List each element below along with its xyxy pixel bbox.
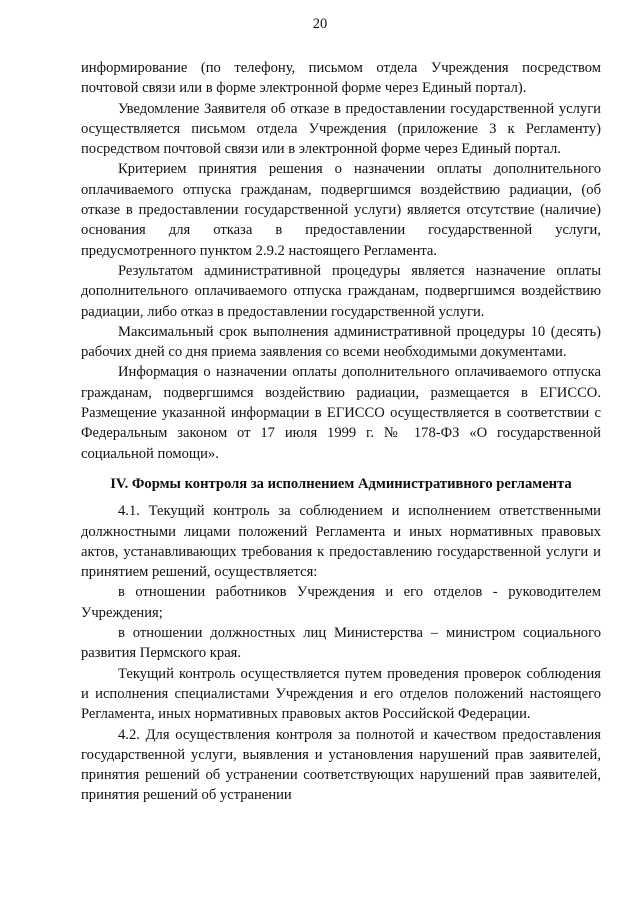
- paragraph: Результатом административной процедуры является назначение оплаты дополнительного оплачиваемого отпуска гражданам, подвергшимся воздействию радиации, либо отказ в предоставлении государственной услуги.: [81, 262, 601, 320]
- paragraph: в отношении работников Учреждения и его отделов - руководителем Учреждения;: [81, 584, 601, 621]
- paragraph: информирование (по телефону, письмом отдела Учреждения посредством почтовой связи или в форме электронной форме через Единый портал).: [81, 60, 601, 97]
- paragraphs-before-heading: [81, 58, 601, 464]
- paragraph: Информация о назначении оплаты дополнительного оплачиваемого отпуска гражданам, подвергшимся воздействию радиации, размещается в ЕГИССО. Размещение указанной информации в ЕГИССО осуществляется в соответствии с Федеральным законом от 17 июля 1999 г. № 178-ФЗ «О государственной социальной помощи».: [81, 364, 601, 462]
- paragraph: Уведомление Заявителя об отказе в предоставлении государственной услуги осуществляется письмом отдела Учреждения (приложение 3 к Регламенту) посредством почтовой связи или в электронной форме через Единый портал.: [81, 100, 601, 158]
- paragraph: 4.2. Для осуществления контроля за полнотой и качеством предоставления государственной услуги, выявления и установления нарушений прав заявителей, принятия решений об устранении соответствующих нарушений прав заявителей, принятия решений об устранении: [81, 726, 601, 804]
- paragraph: 4.1. Текущий контроль за соблюдением и исполнением ответственными должностными лицами положений Регламента и иных нормативных правовых актов, устанавливающих требования к предоставлению государственной услуги и принятием решений, осуществляется:: [81, 503, 601, 581]
- paragraph: Текущий контроль осуществляется путем проведения проверок соблюдения и исполнения специалистами Учреждения и его отделов положений настоящего Регламента, иных нормативных правовых актов Российской Федерации.: [81, 665, 601, 723]
- page-number: 20: [312, 16, 328, 32]
- paragraph: Критерием принятия решения о назначении оплаты дополнительного оплачиваемого отпуска гражданам, подвергшимся воздействию радиации, (об отказе в предоставлении государственной услуги) является отсутствие (наличие) основания для отказа в предоставлении государственной услуги, предусмотренного пунктом 2.9.2 настоящего Регламента.: [81, 161, 601, 259]
- paragraph: Максимальный срок выполнения административной процедуры 10 (десять) рабочих дней со дня приема заявления со всеми необходимыми документами.: [81, 323, 601, 361]
- section-heading: IV. Формы контроля за исполнением Административного регламента: [110, 475, 572, 492]
- paragraphs-after-heading: [81, 501, 601, 805]
- paragraph: в отношении должностных лиц Министерства – министром социального развития Пермского края.: [81, 625, 601, 662]
- document-body: [81, 58, 601, 806]
